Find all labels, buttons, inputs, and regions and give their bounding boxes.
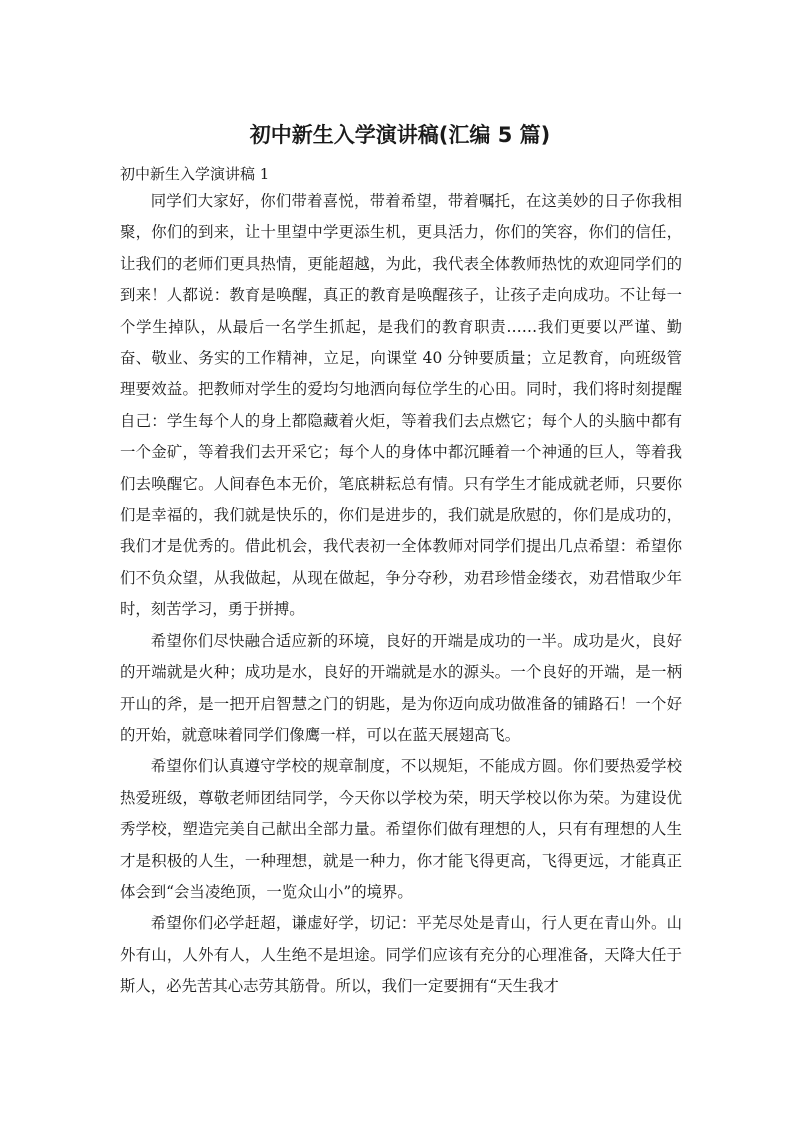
paragraph: 希望你们认真遵守学校的规章制度，不以规矩，不能成方圆。你们要热爱学校热爱班级，尊敬老师团结同学，今天你以学校为荣，明天学校以你为荣。为建设优秀学校，塑造完美自己献出全部力量。希望你们做有理想的人，只有有理想的人生才是积极的人生，一种理想，就是一种力，你才能飞得更高，飞得更远，才能真正体会到“会当凌绝顶，一览众山小”的境界。 [120, 757, 682, 901]
document-body [120, 186, 682, 1003]
document-title: 初中新生入学演讲稿(汇编 5 篇) [249, 123, 551, 147]
paragraph: 同学们大家好，你们带着喜悦，带着希望，带着嘱托，在这美妙的日子你我相聚，你们的到来，让十里望中学更添生机，更具活力，你们的笑容，你们的信任，让我们的老师们更具热情，更能超越，为此，我代表全体教师热忱的欢迎同学们的到来！人都说：教育是唤醒，真正的教育是唤醒孩子，让孩子走向成功。不让每一个学生掉队，从最后一名学生抓起，是我们的教育职责……我们更要以严谨、勤奋、敬业、务实的工作精神，立足，向课堂 40 分钟要质量；立足教育，向班级管理要效益。把教师对学生的爱均匀地洒向每位学生的心田。同时，我们将时刻提醒自己：学生每个人的身上都隐藏着火炬，等着我们去点燃它；每个人的头脑中都有一个金矿，等着我们去开采它；每个人的身体中都沉睡着一个神通的巨人，等着我们去唤醒它。人间春色本无价，笔底耕耘总有情。只有学生才能成就老师，只要你们是幸福的，我们就是快乐的，你们是进步的，我们就是欣慰的，你们是成功的，我们才是优秀的。借此机会，我代表初一全体教师对同学们提出几点希望：希望你们不负众望，从我做起，从现在做起，争分夺秒，劝君珍惜金缕衣，劝君惜取少年时，刻苦学习，勇于拼搏。 [120, 192, 682, 619]
paragraph: 希望你们必学赶超，谦虚好学，切记：平芜尽处是青山，行人更在青山外。山外有山，人外有人，人生绝不是坦途。同学们应该有充分的心理准备，天降大任于斯人，必先苦其心志劳其筋骨。所以，我们一定要拥有“天生我才 [120, 914, 682, 996]
section-heading: 初中新生入学演讲稿 1 [120, 165, 270, 183]
paragraph: 希望你们尽快融合适应新的环境，良好的开端是成功的一半。成功是火，良好的开端就是火种；成功是水，良好的开端就是水的源头。一个良好的开端，是一柄开山的斧，是一把开启智慧之门的钥匙，是为你迈向成功做准备的铺路石！一个好的开始，就意味着同学们像鹰一样，可以在蓝天展翅高飞。 [120, 631, 682, 744]
